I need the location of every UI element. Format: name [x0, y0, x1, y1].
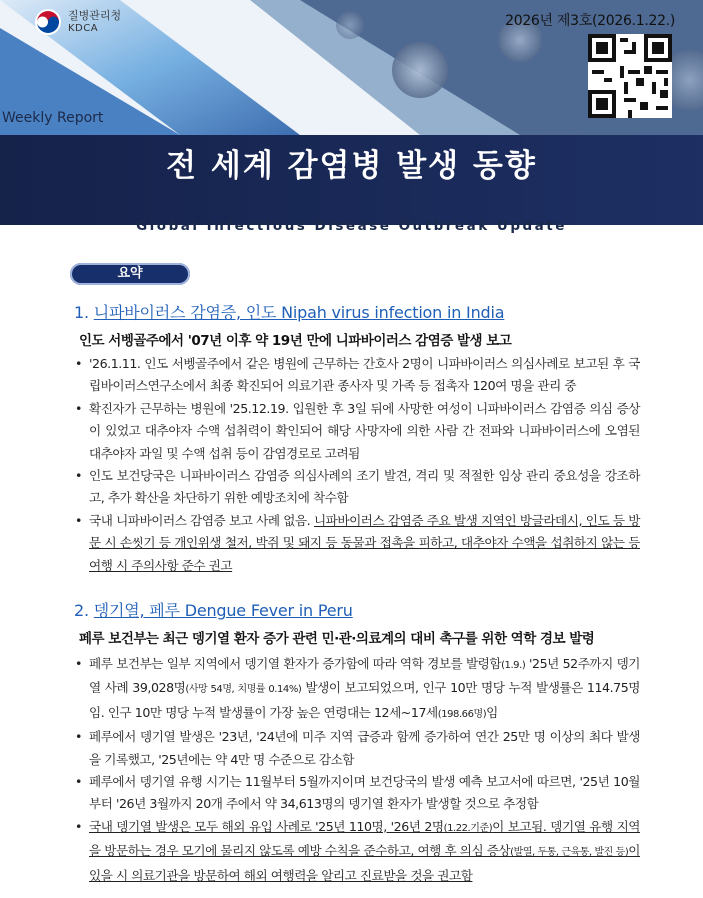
section-2-headline: 페루 보건부는 최근 뎅기열 환자 증가 관련 민·관·의료계의 대비 촉구를 위한 역학 경보 발령 [79, 631, 595, 647]
bullet-note: (1.9.) [501, 660, 526, 671]
bullet-text: 발생이 보고되었으며, 인구 10만 명당 누적 발생률은 114.75명임. 인구 10만 명당 누적 발생률이 가장 높은 연령대는 12세~17세 [89, 680, 641, 720]
logo-korean-text: 질병관리청 [68, 9, 122, 22]
report-header [0, 0, 703, 244]
bullet-text: '26.1.11. 인도 서벵골주에서 같은 병원에 근무하는 간호사 2명이 니파바이러스 의심사례로 보고된 후 국립바이러스연구소에서 최종 확진되어 의료기관 종사자 및 가족 등 접촉자 120여 명을 관리 중 [89, 356, 640, 394]
bullet-text: '25년 52주까지 뎅기열 사례 39,028명 [89, 656, 640, 696]
section-1-title [74, 300, 504, 323]
bullet-text: 임 [486, 704, 498, 720]
list-item [75, 465, 640, 510]
list-item [75, 771, 640, 816]
section-1-bullets [75, 353, 640, 577]
bullet-text: 확진자가 근무하는 병원에 '25.12.19. 입원한 후 3일 뒤에 사망한 여성이 니파바이러스 감염증 의심 증상이 있었고 대추야자 수액 섭취력이 확인되어 해당 사망자에 의한 사람 간 전파와 니파바이러스에 오염된 대추야자 과일 및 수액 섭취 등이 감염경로로 고려됨 [89, 400, 640, 461]
list-item [75, 726, 640, 771]
section-1-title-text: 니파바이러스 감염증, 인도 Nipah virus infection in India [93, 303, 505, 322]
section-2-number: 2. [74, 601, 89, 620]
bullet-text: 인도 보건당국은 니파바이러스 감염증 의심사례의 조기 발견, 격리 및 적절한 임상 관리 중요성을 강조하고, 추가 확산을 차단하기 위한 예방조치에 착수함 [89, 468, 640, 506]
section-1-headline: 인도 서벵골주에서 '07년 이후 약 19년 만에 니파바이러스 감염증 발생 보고 [79, 333, 512, 349]
page-title: 전 세계 감염병 발생 동향 [166, 148, 537, 184]
issue-number: 2026년 제3호(2026.1.22.) [505, 13, 675, 29]
section-2-bullets [75, 653, 640, 887]
bullet-note: (198.66명) [437, 708, 487, 720]
bullet-text: 국내 뎅기열 발생은 모두 해외 유입 사례로 '25년 110명, '26년 2명 [89, 818, 444, 834]
bullet-text: 페루에서 뎅기열 발생은 '23년, '24년에 미주 지역 급증과 함께 증가하여 연간 25만 명 이상의 최다 발생을 기록했고, '25년에는 약 4만 명 수준으로 감소함 [89, 729, 640, 767]
list-item [75, 510, 640, 577]
weekly-report-label: Weekly Report [2, 110, 104, 126]
taegeuk-emblem-icon [34, 8, 62, 36]
bullet-text: 페루에서 뎅기열 유행 시기는 11월부터 5월까지이며 보건당국의 발생 예측 보고서에 따르면, '25년 10월부터 '26년 3월까지 20개 주에서 약 34,613명의 뎅기열 환자가 발생할 것으로 추정함 [89, 774, 640, 812]
bullet-note: (1.22.기준) [443, 822, 493, 834]
bullet-text: 페루 보건부는 일부 지역에서 뎅기열 환자가 증가함에 따라 역학 경보를 발령함 [89, 656, 502, 671]
list-item [75, 353, 640, 398]
list-item [75, 653, 640, 726]
logo-english-text: KDCA [68, 23, 99, 34]
bullet-note: (발열, 두통, 근육통, 발진 등) [510, 847, 629, 859]
bullet-text: 이 있을 시 의료기관을 방문하여 해외 여행력을 알리고 진료받을 것을 권고함 [89, 843, 640, 883]
kdca-logo [34, 8, 121, 36]
section-2-title-text: 뎅기열, 페루 Dengue Fever in Peru [93, 601, 353, 620]
bullet-text: 국내 니파바이러스 감염증 보고 사례 없음. [89, 512, 314, 528]
bullet-note: (사망 54명, 치명률 0.14%) [185, 684, 302, 696]
list-item [75, 816, 640, 887]
bullet-text: 이 보고됨. 뎅기열 유행 지역을 방문하는 경우 모기에 물리지 않도록 예방 수칙을 준수하고, 여행 후 의심 증상 [89, 818, 641, 859]
section-2-title [74, 598, 353, 621]
list-item [75, 398, 640, 465]
page-subtitle: Global Infectious Disease Outbreak Update [136, 218, 567, 234]
bullet-recommendation: 니파바이러스 감염증 주요 발생 지역인 방글라데시, 인도 등 방문 시 손씻기 등 개인위생 철저, 박쥐 및 돼지 등 동물과 접촉을 피하고, 대추야자 수액을 섭취하지 않는 등 여행 시 주의사항 준수 권고 [89, 512, 640, 573]
section-1-number: 1. [74, 303, 89, 322]
qr-code-icon[interactable] [588, 34, 672, 118]
summary-badge: 요약 [70, 263, 190, 285]
